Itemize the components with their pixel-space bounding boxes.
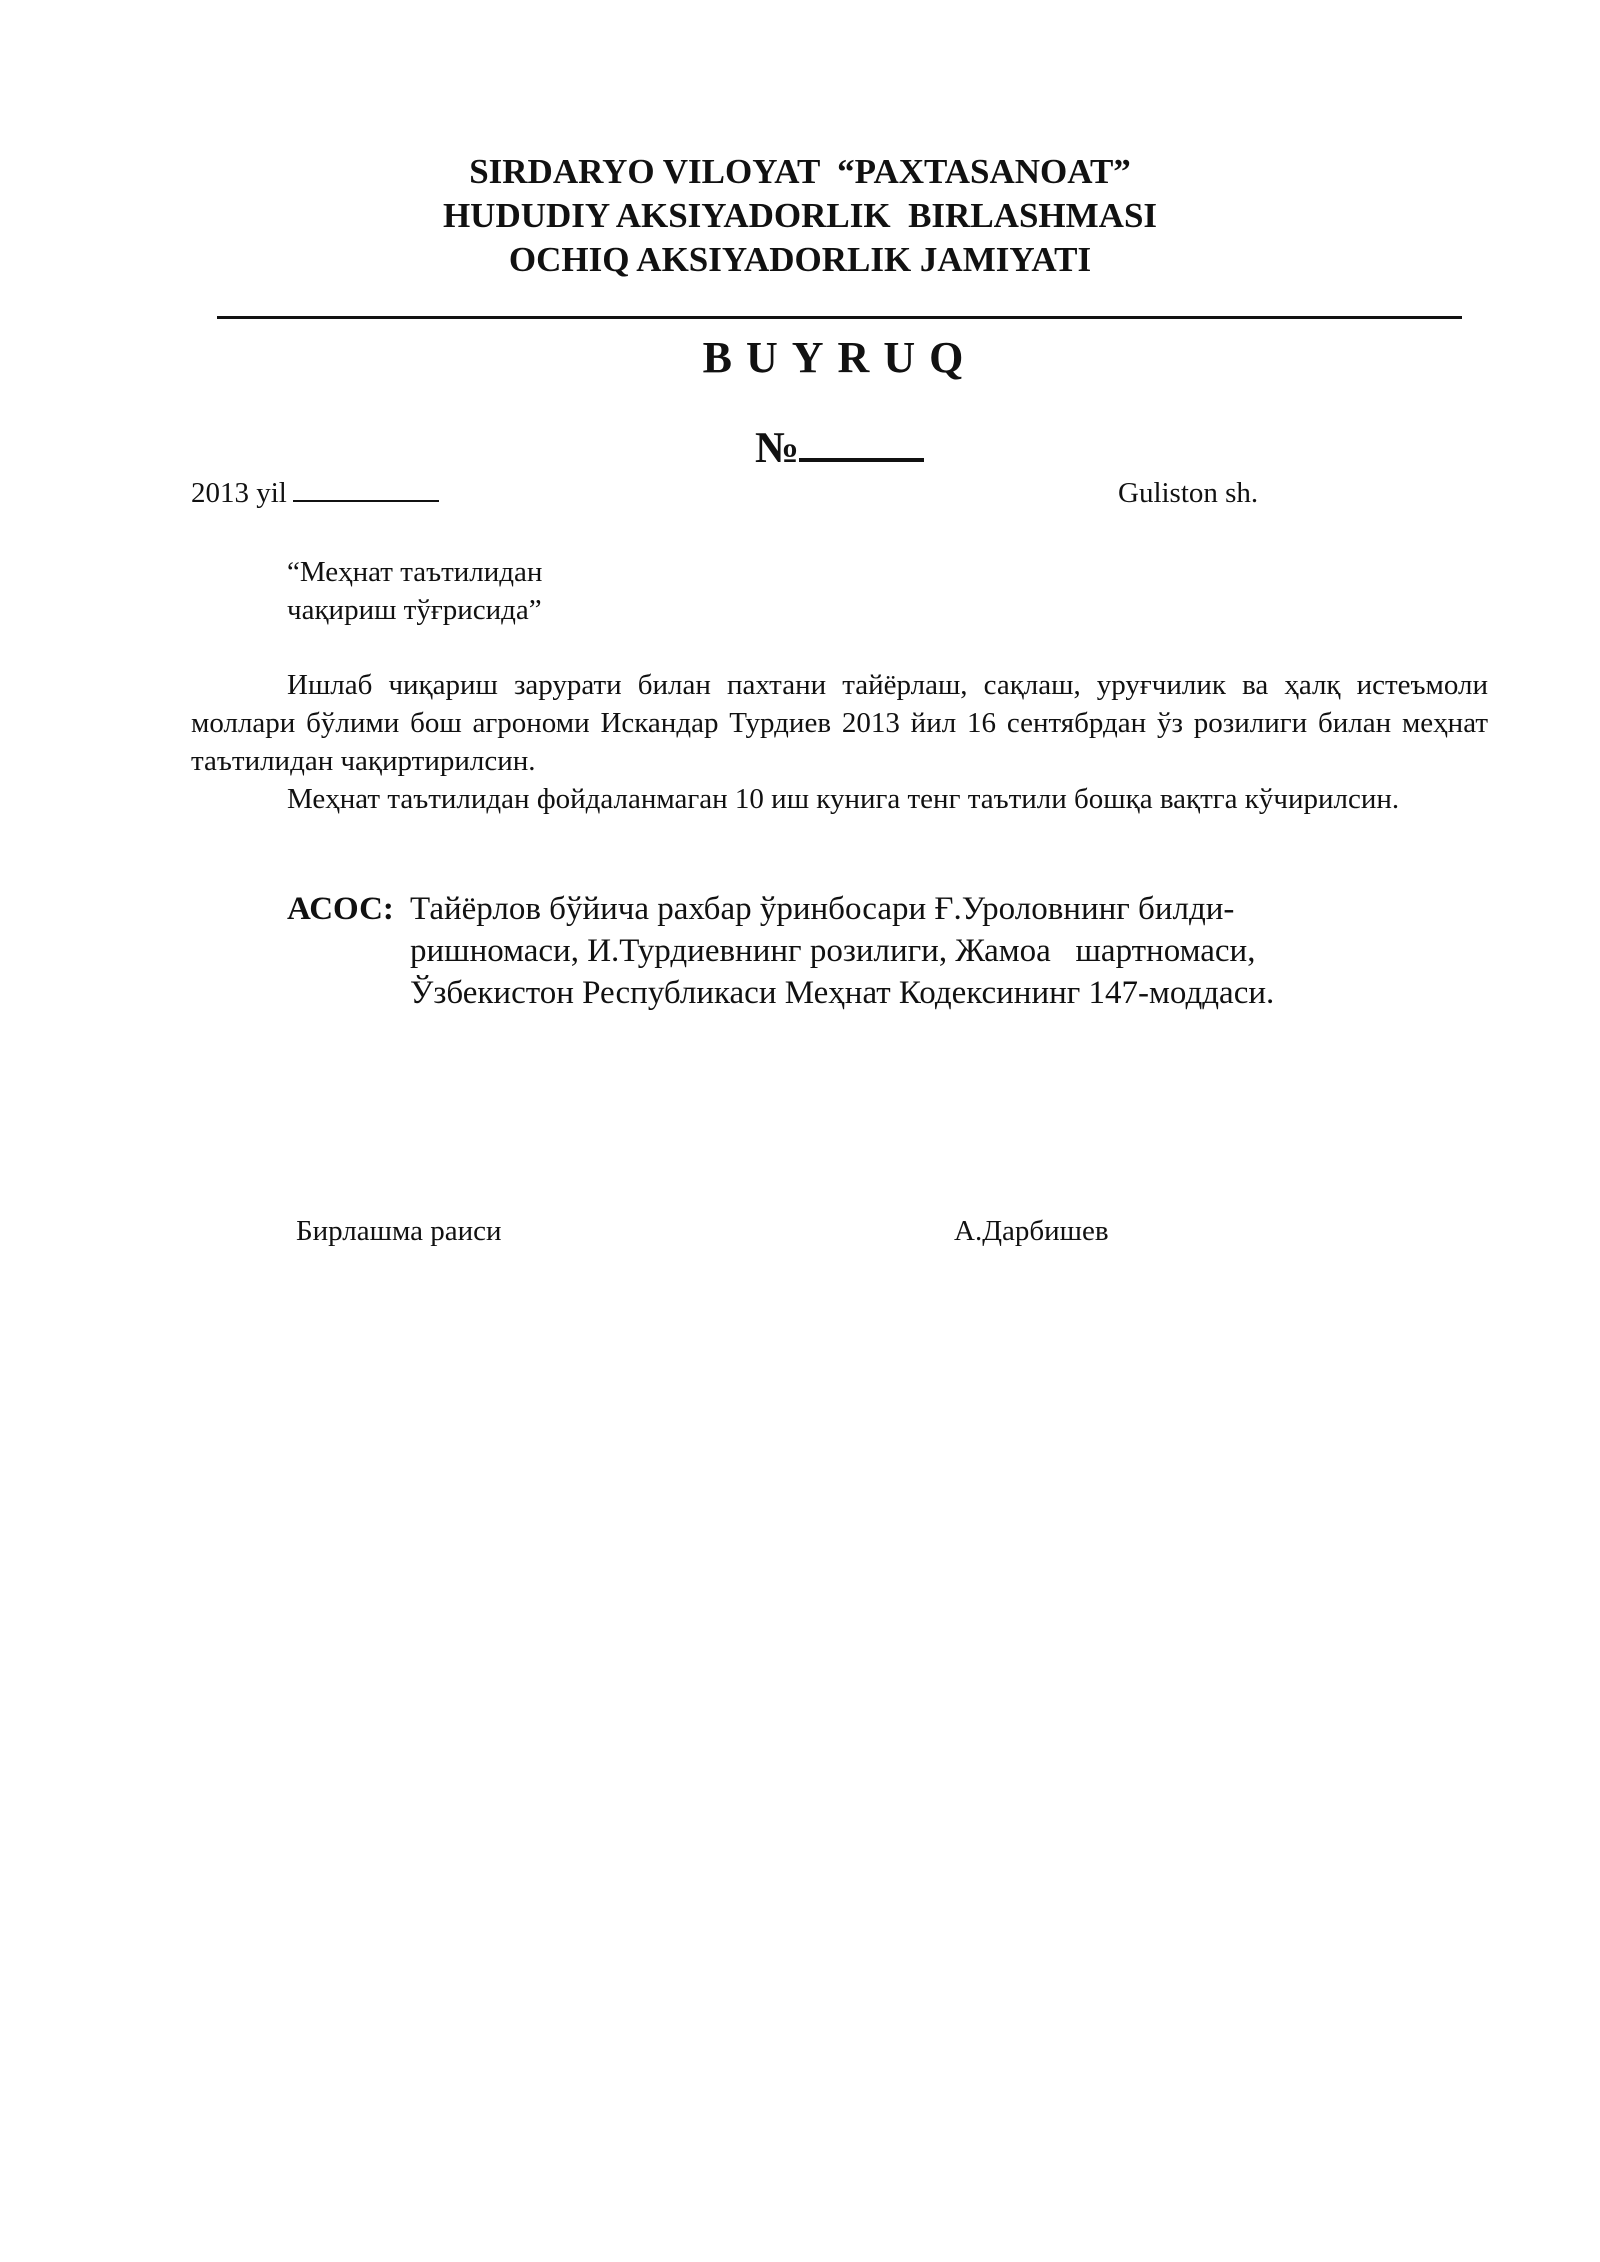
date-blank	[293, 474, 439, 502]
document-date	[191, 474, 439, 512]
signatory-name: А.Дарбишев	[954, 1215, 1109, 1247]
basis-line-3: Ўзбекистон Республикаси Меҳнат Кодексининг 147-моддаси.	[410, 975, 1275, 1011]
number-blank	[799, 422, 924, 462]
basis-label: АСОС:	[287, 891, 394, 927]
header-line-1: SIRDARYO VILOYAT “PAXTASANOAT”	[469, 152, 1131, 191]
header-divider	[217, 316, 1462, 319]
body-paragraph-2: Меҳнат таътилидан фойдаланмаган 10 иш кунига тенг таътили бошқа вақтга кўчирилсин.	[287, 783, 1400, 815]
subject-line-1: “Меҳнат таътилидан	[287, 556, 543, 588]
organization-header	[0, 150, 1600, 282]
document-city: Guliston sh.	[1118, 477, 1259, 509]
document-title: BUYRUQ	[702, 333, 978, 382]
header-line-3: OCHIQ AKSIYADORLIK JAMIYATI	[508, 240, 1092, 279]
header-line-2: HUDUDIY AKSIYADORLIK BIRLASHMASI	[442, 196, 1158, 235]
document-body	[191, 666, 1488, 818]
signatory-role: Бирлашма раиси	[296, 1215, 502, 1247]
subject-line-2: чақириш тўғрисида”	[287, 594, 542, 626]
date-prefix: 2013 yil	[191, 477, 287, 509]
body-paragraph-1: Ишлаб чиқариш зарурати билан пахтани тайёрлаш, сақлаш, уруғчилик ва ҳалқ истеъмоли моллари бўлими бош агрономи Искандар Турдиев 2013 йил 16 сентябрдан ўз розилиги билан меҳнат таътилидан чақиртирилсин.	[191, 669, 1488, 777]
document-subject	[287, 553, 542, 629]
document-number	[755, 420, 924, 476]
basis-line-1: Тайёрлов бўйича рахбар ўринбосари Ғ.Уроловнинг билди-	[410, 891, 1235, 927]
basis-text	[410, 888, 1390, 1014]
basis-line-2: ришномаси, И.Турдиевнинг розилиги, Жамоа шартномаси,	[410, 933, 1256, 969]
number-label: №	[755, 423, 800, 472]
